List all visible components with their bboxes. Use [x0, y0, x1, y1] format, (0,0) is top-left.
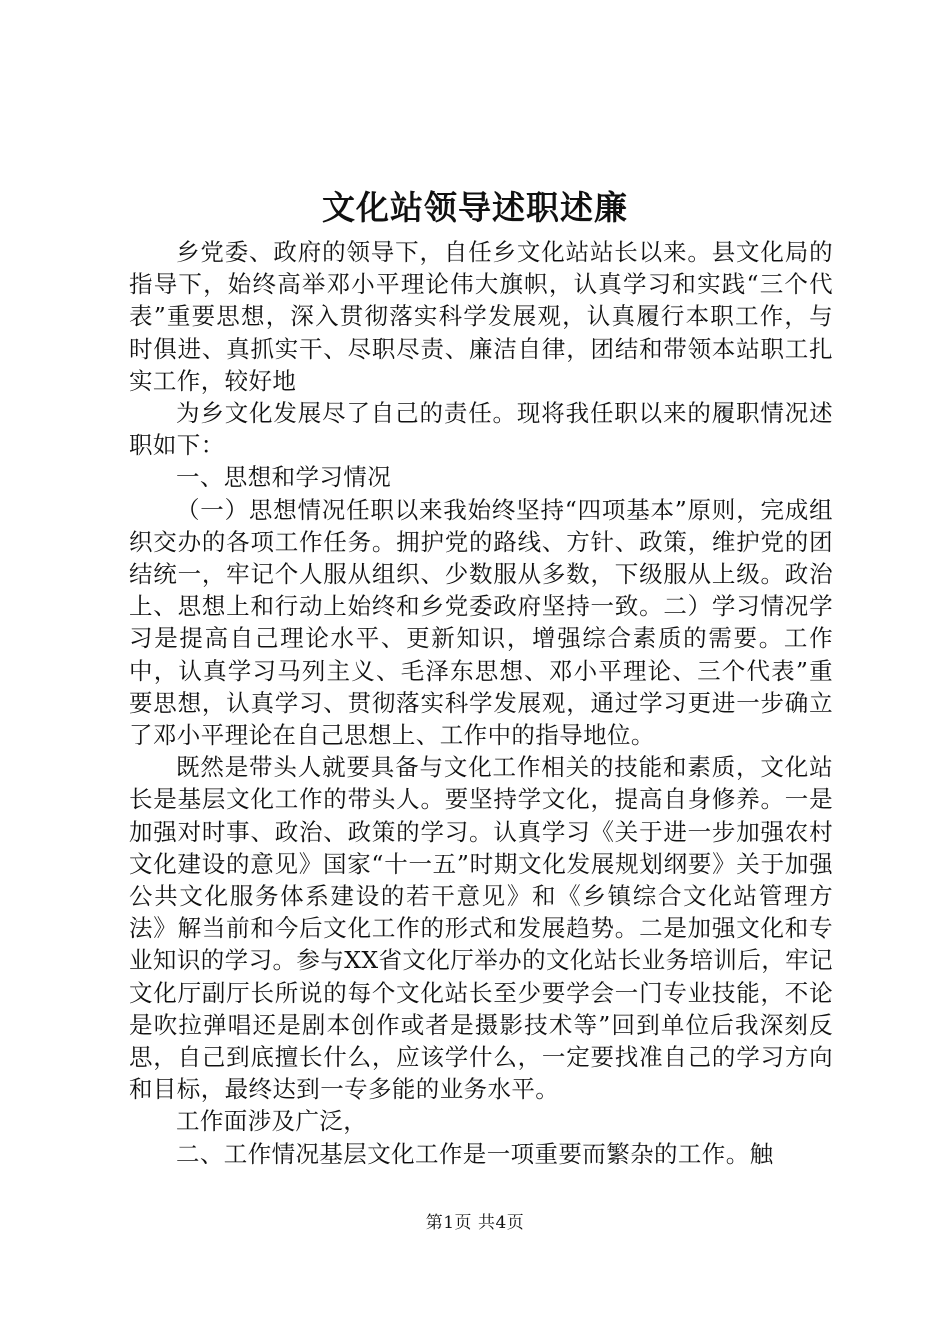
paragraph-intro-continued: 为乡文化发展尽了自己的责任。现将我任职以来的履职情况述职如下： [129, 399, 833, 460]
paragraph-work-scope: 工作面涉及广泛， [176, 1107, 368, 1136]
paragraph-skills: 既然是带头人就要具备与文化工作相关的技能和素质，文化站长是基层文化工作的带头人。要坚持学文化，提高自身修养。一是加强对时事、政治、政策的学习。认真学习《关于进一步加强农村文化建设的意见》国家“十一五”时期文化发展规划纲要》关于加强公共文化服务体系建设的若干意见》和《乡镇综合文化站管理方法》解当前和今后文化工作的形式和发展趋势。二是加强文化和专业知识的学习。参与XX省文化厅举办的文化站长业务培训后，牢记文化厅副厅长所说的每个文化站长至少要学会一门专业技能，不论是吹拉弹唱还是剧本创作或者是摄影技术等”回到单位后我深刻反思，自己到底擅长什么，应该学什么，一定要找准自己的学习方向和目标，最终达到一专多能的业务水平。 [129, 753, 833, 1104]
document-body [129, 236, 833, 1170]
section-heading-thought-study: 一、思想和学习情况 [176, 463, 392, 492]
paragraph-intro: 乡党委、政府的领导下，自任乡文化站站长以来。县文化局的指导下，始终高举邓小平理论伟大旗帜，认真学习和实践“三个代表”重要思想，深入贯彻落实科学发展观，认真履行本职工作，与时俱进、真抓实干、尽职尽责、廉洁自律，团结和带领本站职工扎实工作，较好地 [129, 238, 833, 395]
document-title: 文化站领导述职述廉 [322, 188, 628, 227]
section-heading-work: 二、工作情况基层文化工作是一项重要而繁杂的工作。触 [176, 1139, 774, 1168]
page-number-footer: 第1页 共4页 [425, 1213, 525, 1233]
paragraph-thought-study: （一）思想情况任职以来我始终坚持“四项基本”原则，完成组织交办的各项工作任务。拥护党的路线、方针、政策，维护党的团结统一，牢记个人服从组织、少数服从多数，下级服从上级。政治上、思想上和行动上始终和乡党委政府坚持一致。二）学习情况学习是提高自己理论水平、更新知识，增强综合素质的需要。工作中，认真学习马列主义、毛泽东思想、邓小平理论、三个代表”重要思想，认真学习、贯彻落实科学发展观，通过学习更进一步确立了邓小平理论在自己思想上、工作中的指导地位。 [129, 495, 833, 750]
